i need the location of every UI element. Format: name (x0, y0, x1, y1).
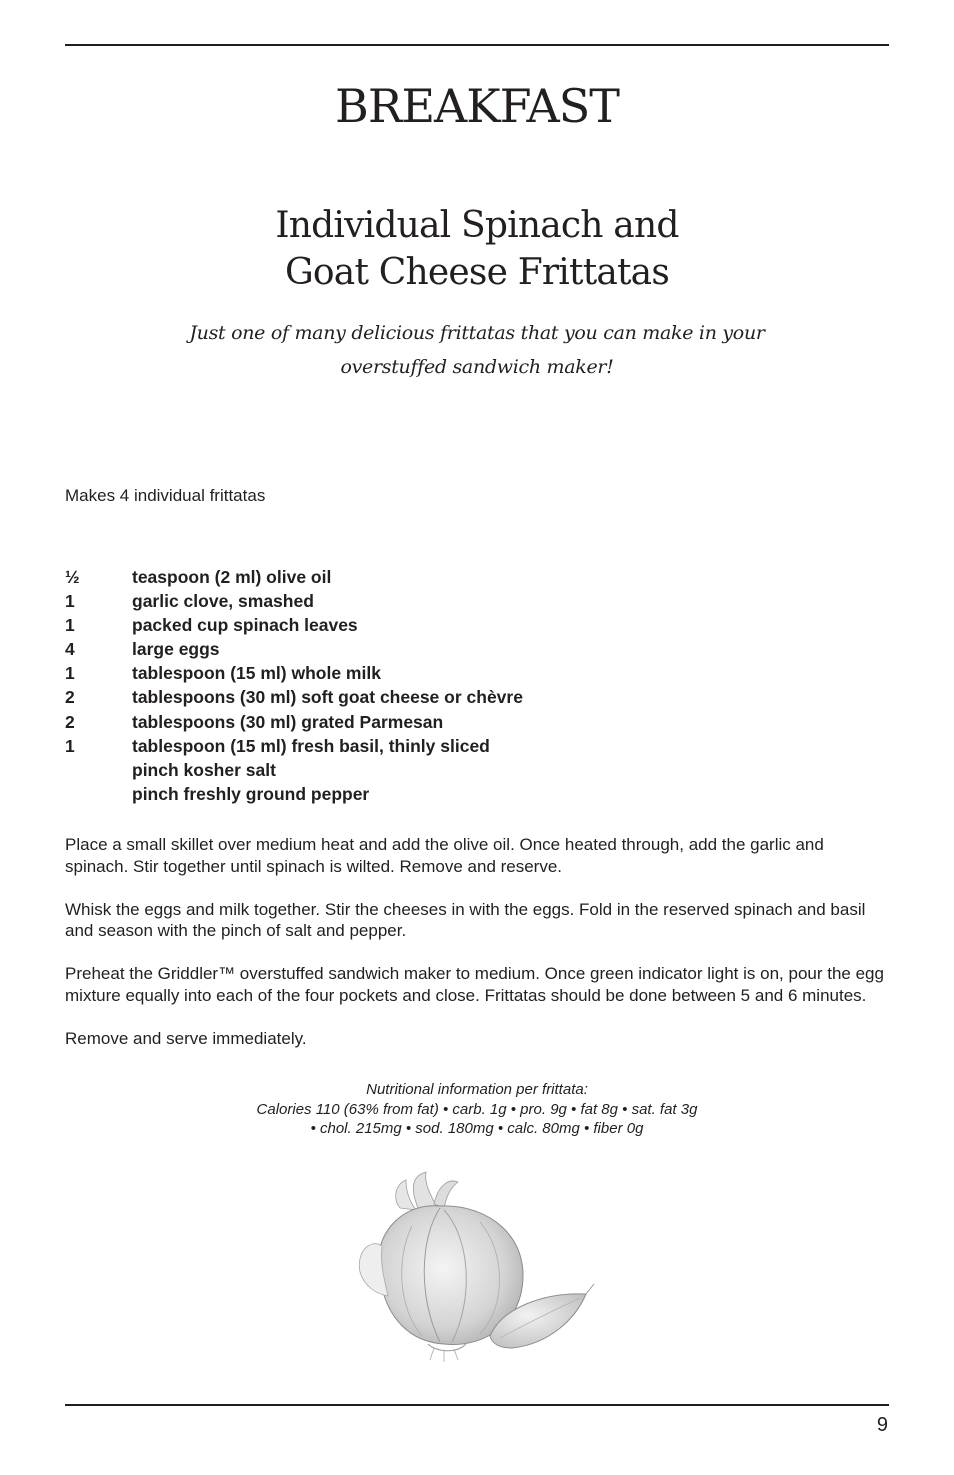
direction-step: Remove and serve immediately. (65, 1028, 307, 1048)
ingredient-name: tablespoons (30 ml) soft goat cheese or chèvre (132, 687, 523, 708)
ingredient-qty (65, 782, 132, 806)
ingredient-name: tablespoon (15 ml) fresh basil, thinly sliced (132, 735, 490, 756)
ingredient-name: teaspoon (2 ml) olive oil (132, 567, 332, 587)
ingredient-qty: 1 (65, 591, 75, 612)
ingredient-item (65, 710, 765, 734)
ingredient-qty (65, 758, 132, 782)
ingredient-qty: 2 (65, 687, 75, 708)
ingredient-name: pinch kosher salt (132, 759, 276, 780)
recipe-title-line: Individual Spinach and (275, 205, 679, 246)
nutrition-line: • chol. 215mg • sod. 180mg • calc. 80mg • fiber 0g (310, 1120, 644, 1137)
ingredient-qty: 1 (65, 663, 75, 684)
nutrition-info (0, 1080, 954, 1139)
ingredient-qty: 2 (65, 711, 75, 732)
ingredient-qty: 1 (65, 615, 75, 636)
ingredient-item (65, 758, 765, 782)
ingredient-item (65, 661, 765, 685)
recipe-title-line: Goat Cheese Frittatas (284, 252, 670, 293)
ingredient-item (65, 565, 765, 589)
ingredient-item (65, 613, 765, 637)
ingredient-item (65, 637, 765, 661)
ingredient-item (65, 734, 765, 758)
recipe-title (0, 202, 954, 296)
nutrition-line: Calories 110 (63% from fat) • carb. 1g • pro. 9g • fat 8g • sat. fat 3g (256, 1100, 698, 1118)
ingredient-name: packed cup spinach leaves (132, 615, 358, 636)
ingredient-item (65, 782, 765, 806)
garlic-illustration (340, 1168, 600, 1368)
recipe-yield: Makes 4 individual frittatas (65, 486, 266, 505)
ingredient-qty: 4 (65, 639, 75, 660)
nutrition-line: Nutritional information per frittata: (366, 1081, 588, 1098)
section-title: BREAKFAST (335, 79, 619, 133)
bottom-rule (65, 1404, 889, 1406)
ingredient-qty: 1 (65, 735, 75, 756)
top-rule (65, 44, 889, 46)
ingredient-list (65, 565, 765, 806)
ingredient-qty: ½ (65, 567, 80, 587)
ingredient-name: large eggs (132, 639, 220, 660)
ingredient-item (65, 589, 765, 613)
ingredient-item (65, 685, 765, 709)
direction-step: Place a small skillet over medium heat and add the olive oil. Once heated through, add the garlic and spinach. Stir together until spinach is wilted. Remove and reserve. (65, 835, 824, 876)
ingredient-name: tablespoons (30 ml) grated Parmesan (132, 711, 444, 732)
directions (65, 834, 891, 1071)
direction-step: Preheat the Griddler™ overstuffed sandwich maker to medium. Once green indicator light is on, pour the egg mixture equally into each of the four pockets and close. Frittatas should be done between 5 and 6 minutes. (65, 964, 884, 1005)
ingredient-name: tablespoon (15 ml) whole milk (132, 663, 381, 684)
recipe-subtitle: Just one of many delicious frittatas that you can make in your overstuffed sandwich maker! (189, 322, 765, 378)
ingredient-name: pinch freshly ground pepper (132, 783, 370, 804)
ingredient-name: garlic clove, smashed (132, 591, 314, 612)
direction-step: Whisk the eggs and milk together. Stir the cheeses in with the eggs. Fold in the reserved spinach and basil and season with the pinch of salt and pepper. (65, 899, 866, 940)
page-number: 9 (876, 1414, 888, 1436)
